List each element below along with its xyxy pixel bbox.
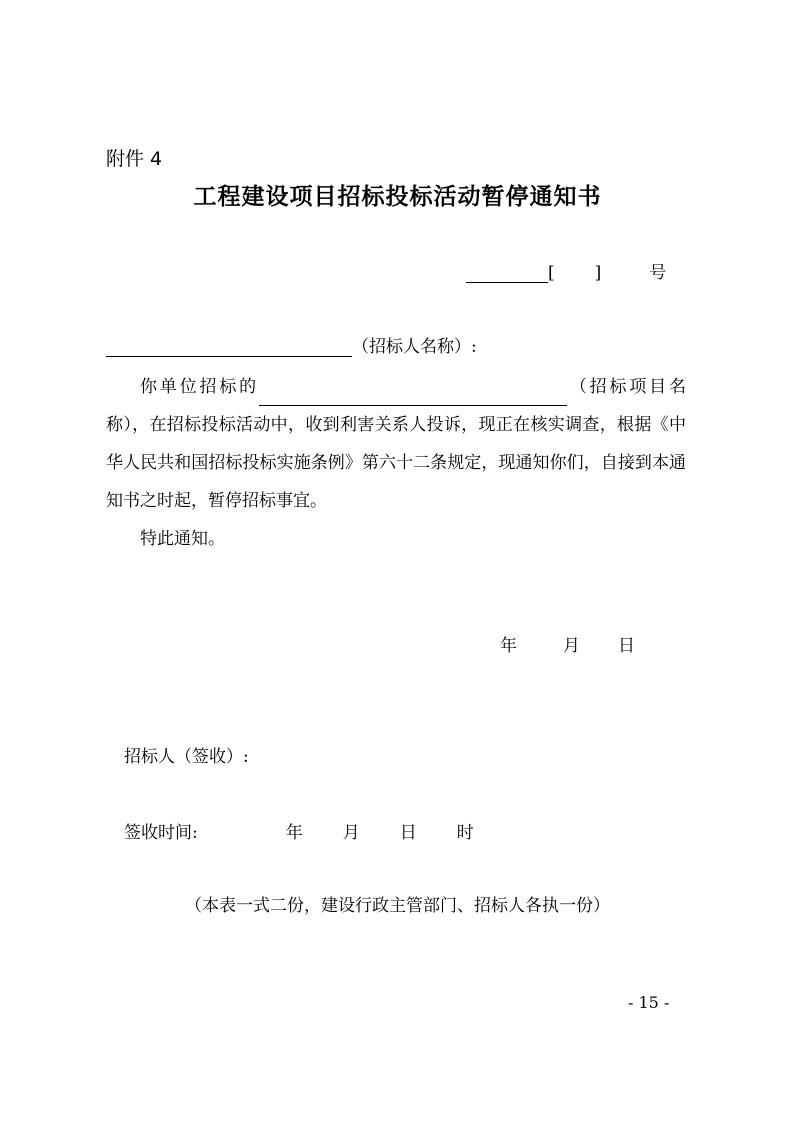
document-number-close-bracket: ] — [594, 263, 602, 283]
body-line1-prefix: 你单位招标的 — [140, 377, 259, 397]
body-line1-suffix: （招标项目名 — [567, 377, 686, 397]
sign-time-hour: 时 — [456, 823, 474, 843]
sign-time-month: 月 — [342, 823, 360, 843]
date-month: 月 — [563, 636, 580, 656]
addressee-suffix: （招标人名称）: — [352, 337, 477, 357]
page-number: - 15 - — [628, 993, 670, 1012]
sign-time-day: 日 — [399, 823, 417, 843]
copies-footnote: （本表一式二份，建设行政主管部门、招标人各执一份） — [185, 896, 610, 916]
attachment-label: 附件 4 — [106, 148, 163, 170]
closing-phrase: 特此通知。 — [140, 529, 225, 549]
document-number-open-bracket: [ — [548, 263, 555, 283]
notice-body — [106, 368, 686, 558]
body-rest: 称），在招标投标活动中，收到利害关系人投诉，现正在核实调查，根据《中华人民共和国招标投标实施条例》第六十二条规定，现通知你们，自接到本通知书之时起，暂停招标事宜。 — [106, 415, 686, 511]
addressee-blank — [106, 338, 352, 357]
sign-time-label: 签收时间: — [124, 823, 198, 843]
document-title: 工程建设项目招标投标活动暂停通知书 — [193, 183, 602, 210]
project-name-blank — [259, 387, 567, 406]
addressee-line — [106, 332, 477, 357]
date-year: 年 — [500, 636, 517, 656]
document-number-line — [466, 258, 666, 283]
document-number-suffix: 号 — [649, 263, 667, 283]
sign-time-line — [124, 818, 474, 843]
notice-date — [500, 631, 635, 656]
sign-time-year: 年 — [285, 823, 303, 843]
notice-paragraph — [106, 368, 686, 520]
document-number-blank — [466, 264, 548, 283]
signer-label: 招标人（签收）: — [124, 747, 249, 767]
date-day: 日 — [618, 636, 635, 656]
